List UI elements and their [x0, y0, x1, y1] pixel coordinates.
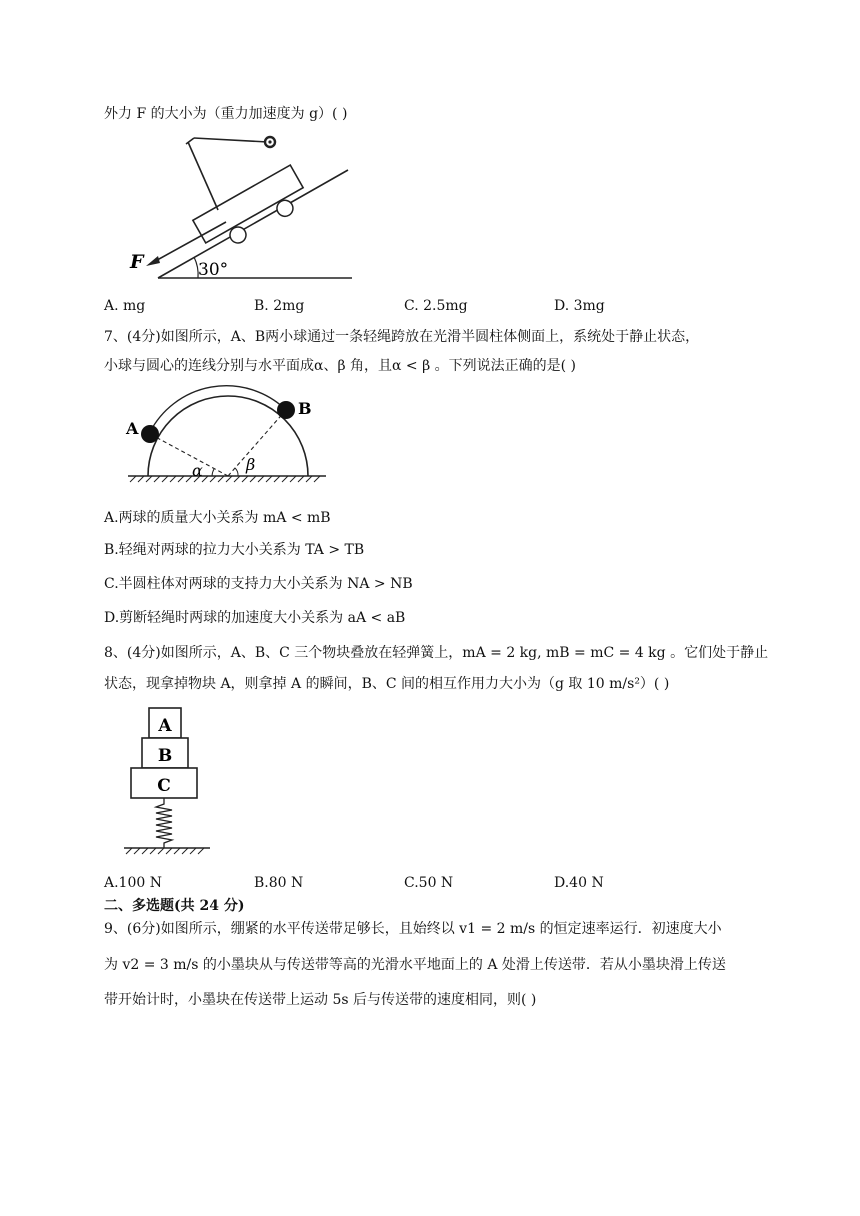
q7-label-alpha: α [192, 461, 203, 480]
q8-block-b-label: B [157, 746, 173, 766]
q8-block-a-label: A [158, 716, 172, 736]
q8-block-c-label: C [157, 776, 171, 796]
q7-label-b: B [298, 399, 312, 418]
q9-stem-line1: 9、(6分)如图所示，绷紧的水平传送带足够长，且始终以 v1 = 2 m/s 的恒定速率运行．初速度大小 [104, 921, 722, 937]
q6-angle-label: 30° [198, 260, 229, 280]
q7-label-a: A [126, 419, 139, 438]
section2-heading: 二、多选题(共 24 分) [104, 898, 245, 914]
q6-option-a: A. mg [104, 298, 146, 314]
q7-half-cylinder-figure [120, 386, 340, 494]
q8-option-c: C.50 N [404, 875, 454, 891]
q7-option-c: C.半圆柱体对两球的支持力大小关系为 NA > NB [104, 576, 413, 592]
q7-stem-line2: 小球与圆心的连线分别与水平面成α、β 角，且α < β 。下列说法正确的是( ) [104, 358, 576, 374]
q6-option-d: D. 3mg [554, 298, 605, 314]
q9-stem-line2: 为 v2 = 3 m/s 的小墨块从与传送带等高的光滑水平地面上的 A 处滑上传送带．若从小墨块滑上传送 [104, 957, 726, 973]
q9-stem-line3: 带开始计时，小墨块在传送带上运动 5s 后与传送带的速度相同，则( ) [104, 992, 537, 1008]
q6-incline-figure [120, 128, 370, 288]
q6-option-c: C. 2.5mg [404, 298, 468, 314]
q8-option-a: A.100 N [104, 875, 162, 891]
q8-option-b: B.80 N [254, 875, 304, 891]
q7-label-beta: β [246, 455, 256, 474]
q6-option-b: B. 2mg [254, 298, 305, 314]
q7-option-b: B.轻绳对两球的拉力大小关系为 TA > TB [104, 542, 365, 558]
q6-force-label: F [130, 251, 144, 273]
q6-stem-tail: 外力 F 的大小为（重力加速度为 g）( ) [104, 106, 348, 122]
q7-option-a: A.两球的质量大小关系为 mA < mB [104, 510, 331, 526]
q8-spring-blocks-figure [120, 704, 220, 860]
q7-stem-line1: 7、(4分)如图所示，A、B两小球通过一条轻绳跨放在光滑半圆柱体侧面上，系统处于静止状态， [104, 329, 700, 345]
q8-stem-line1: 8、(4分)如图所示，A、B、C 三个物块叠放在轻弹簧上，mA = 2 kg, mB = mC = 4 kg 。它们处于静止 [104, 645, 769, 661]
q8-option-d: D.40 N [554, 875, 604, 891]
q7-option-d: D.剪断轻绳时两球的加速度大小关系为 aA < aB [104, 610, 406, 626]
q8-stem-line2: 状态，现拿掉物块 A，则拿掉 A 的瞬间，B、C 间的相互作用力大小为（g 取 10 m/s²）( ) [104, 676, 670, 692]
